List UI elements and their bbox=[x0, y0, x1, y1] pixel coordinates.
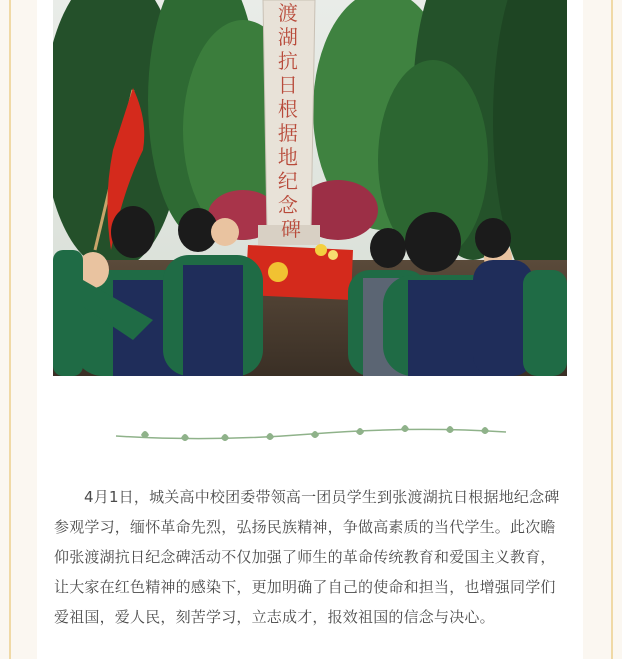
article-paragraph: 4月1日，城关高中校团委带领高一团员学生到张渡湖抗日根据地纪念碑参观学习，缅怀革命先烈，弘扬民族精神，争做高素质的当代学生。此次瞻仰张渡湖抗日纪念碑活动不仅加强了师生的革命传统教育和爱国主义教育，让大家在红色精神的感染下，更加明确了自己的使命和担当，也增强同学们爱祖国，爱人民，刻苦学习，立志成才，报效祖国的信念与决心。 bbox=[54, 488, 560, 626]
leafy-vine-divider-icon bbox=[111, 418, 511, 448]
left-border-line bbox=[9, 0, 11, 659]
memorial-photo bbox=[53, 0, 567, 376]
memorial-ceremony-photo-icon bbox=[53, 0, 567, 376]
article-card bbox=[37, 0, 583, 659]
right-border-line bbox=[611, 0, 613, 659]
monument-inscription: 渡 湖 抗 日 根 据 地 纪 念 碑 bbox=[277, 1, 301, 241]
